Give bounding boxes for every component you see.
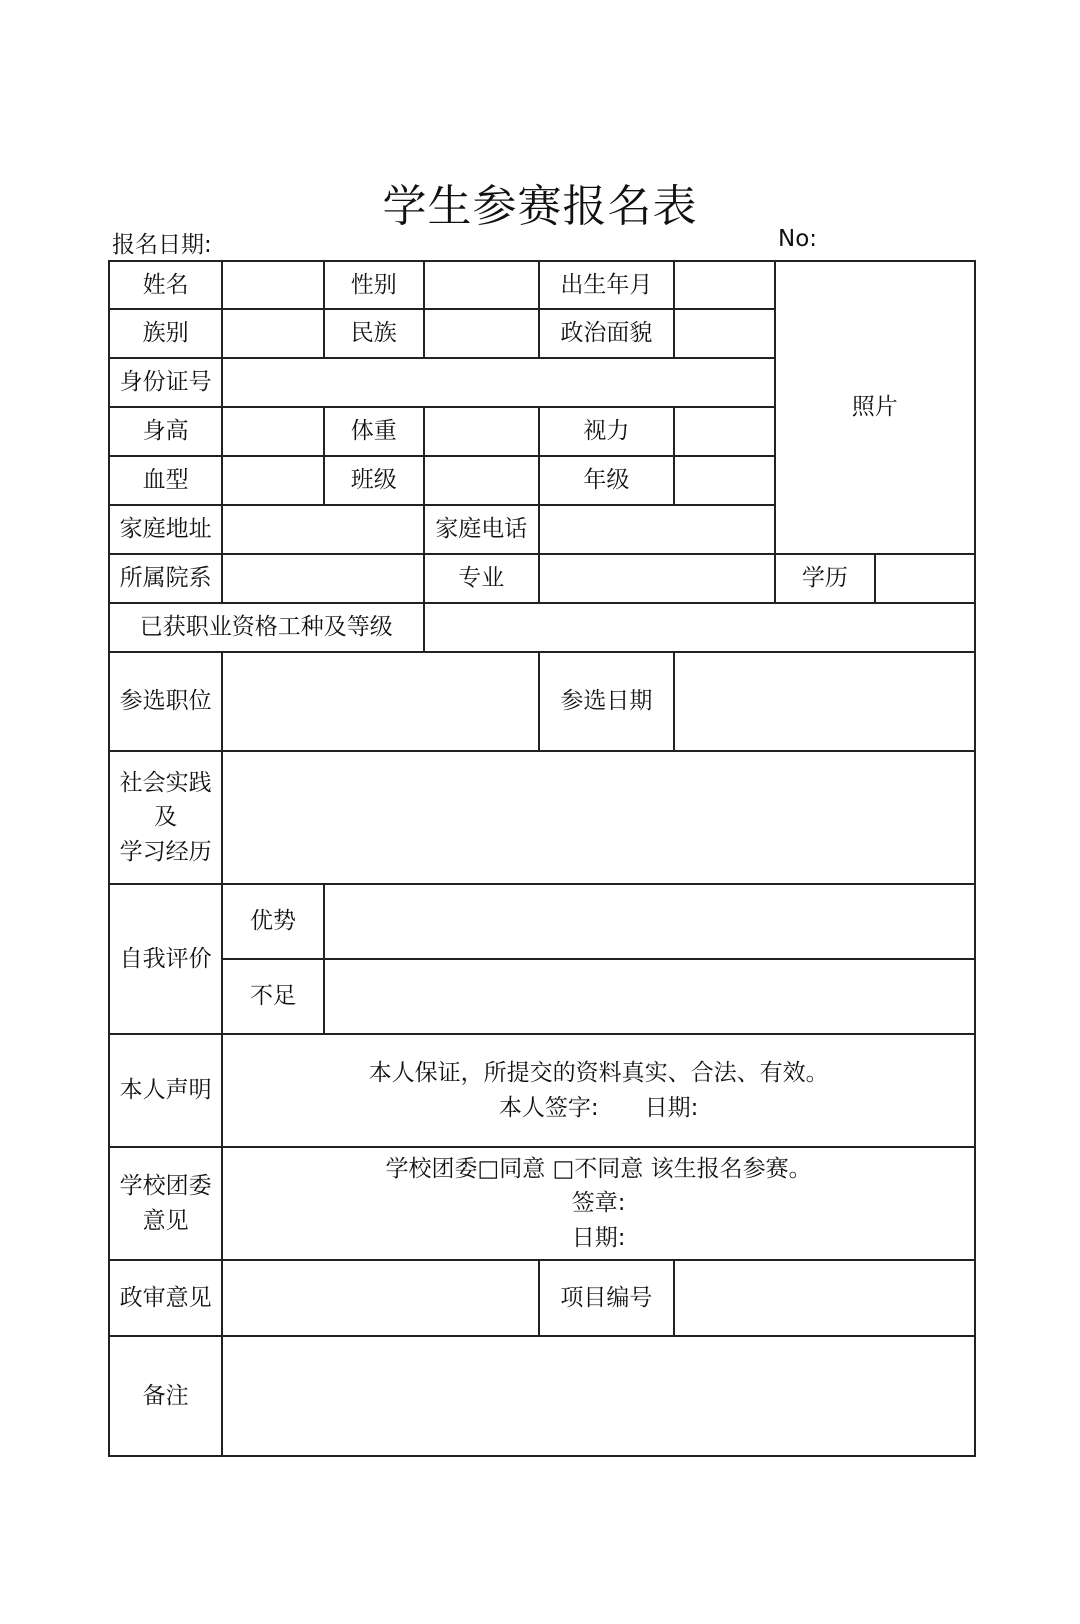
- vision-label: 视力: [539, 407, 674, 456]
- qualification-label: 已获职业资格工种及等级: [109, 603, 424, 652]
- nationality-label: 民族: [324, 309, 424, 358]
- position-field[interactable]: [222, 652, 539, 751]
- name-field[interactable]: [222, 261, 324, 309]
- registration-table: [108, 260, 976, 1457]
- weight-field[interactable]: [424, 407, 539, 456]
- ethnic-label: 族别: [109, 309, 222, 358]
- photo-box[interactable]: 照片: [775, 261, 975, 554]
- class-field[interactable]: [424, 456, 539, 505]
- weight-label: 体重: [324, 407, 424, 456]
- blood-type-field[interactable]: [222, 456, 324, 505]
- practice-label-line2: 及: [154, 804, 178, 831]
- declaration-label: 本人声明: [109, 1034, 222, 1147]
- league-label-line1: 学校团委: [119, 1173, 212, 1199]
- birth-label: 出生年月: [539, 261, 674, 309]
- major-field[interactable]: [539, 554, 775, 603]
- major-label: 专业: [424, 554, 539, 603]
- height-label: 身高: [109, 407, 222, 456]
- position-date-field[interactable]: [674, 652, 975, 751]
- project-no-field[interactable]: [674, 1260, 975, 1336]
- strengths-label: 优势: [222, 884, 324, 959]
- home-address-label: 家庭地址: [109, 505, 222, 554]
- education-label: 学历: [775, 554, 876, 603]
- league-label-line2: 意见: [142, 1207, 189, 1234]
- declaration-text: 本人保证，所提交的资料真实、合法、有效。: [368, 1060, 829, 1086]
- department-label: 所属院系: [109, 554, 222, 603]
- league-text: 学校团委□同意 □不同意 该生报名参赛。: [385, 1155, 812, 1182]
- political-label: 政治面貌: [539, 309, 674, 358]
- position-label: 参选职位: [109, 652, 222, 751]
- qualification-field[interactable]: [424, 603, 975, 652]
- practice-label: [109, 751, 222, 884]
- home-phone-label: 家庭电话: [424, 505, 539, 554]
- league-seal: 签章:: [571, 1190, 626, 1217]
- practice-field[interactable]: [222, 751, 975, 884]
- home-phone-field[interactable]: [539, 505, 775, 554]
- id-number-field[interactable]: [222, 358, 774, 407]
- review-label: 政审意见: [109, 1260, 222, 1336]
- remarks-label: 备注: [109, 1336, 222, 1456]
- form-number-label: No:: [778, 226, 818, 252]
- gender-label: 性别: [324, 261, 424, 309]
- vision-field[interactable]: [674, 407, 775, 456]
- league-date: 日期:: [571, 1224, 626, 1251]
- blood-type-label: 血型: [109, 456, 222, 505]
- id-number-label: 身份证号: [109, 358, 222, 407]
- weaknesses-field[interactable]: [324, 959, 975, 1034]
- height-field[interactable]: [222, 407, 324, 456]
- league-field[interactable]: [222, 1147, 975, 1260]
- political-field[interactable]: [674, 309, 775, 358]
- strengths-field[interactable]: [324, 884, 975, 959]
- birth-field[interactable]: [674, 261, 775, 309]
- remarks-field[interactable]: [222, 1336, 975, 1456]
- education-field[interactable]: [875, 554, 975, 603]
- form-title: 学生参赛报名表: [382, 181, 698, 232]
- grade-label: 年级: [539, 456, 674, 505]
- position-date-label: 参选日期: [539, 652, 674, 751]
- self-eval-label: 自我评价: [109, 884, 222, 1034]
- gender-field[interactable]: [424, 261, 539, 309]
- ethnic-field[interactable]: [222, 309, 324, 358]
- name-label: 姓名: [109, 261, 222, 309]
- department-field[interactable]: [222, 554, 423, 603]
- declaration-sign: 本人签字: 日期:: [498, 1094, 699, 1121]
- class-label: 班级: [324, 456, 424, 505]
- home-address-field[interactable]: [222, 505, 423, 554]
- grade-field[interactable]: [674, 456, 775, 505]
- declaration-field[interactable]: [222, 1034, 975, 1147]
- league-label: [109, 1147, 222, 1260]
- review-field[interactable]: [222, 1260, 539, 1336]
- weaknesses-label: 不足: [222, 959, 324, 1034]
- nationality-field[interactable]: [424, 309, 539, 358]
- signup-date-label: 报名日期:: [112, 232, 212, 258]
- practice-label-line1: 社会实践: [119, 769, 212, 796]
- project-no-label: 项目编号: [539, 1260, 674, 1336]
- practice-label-line3: 学习经历: [119, 838, 212, 865]
